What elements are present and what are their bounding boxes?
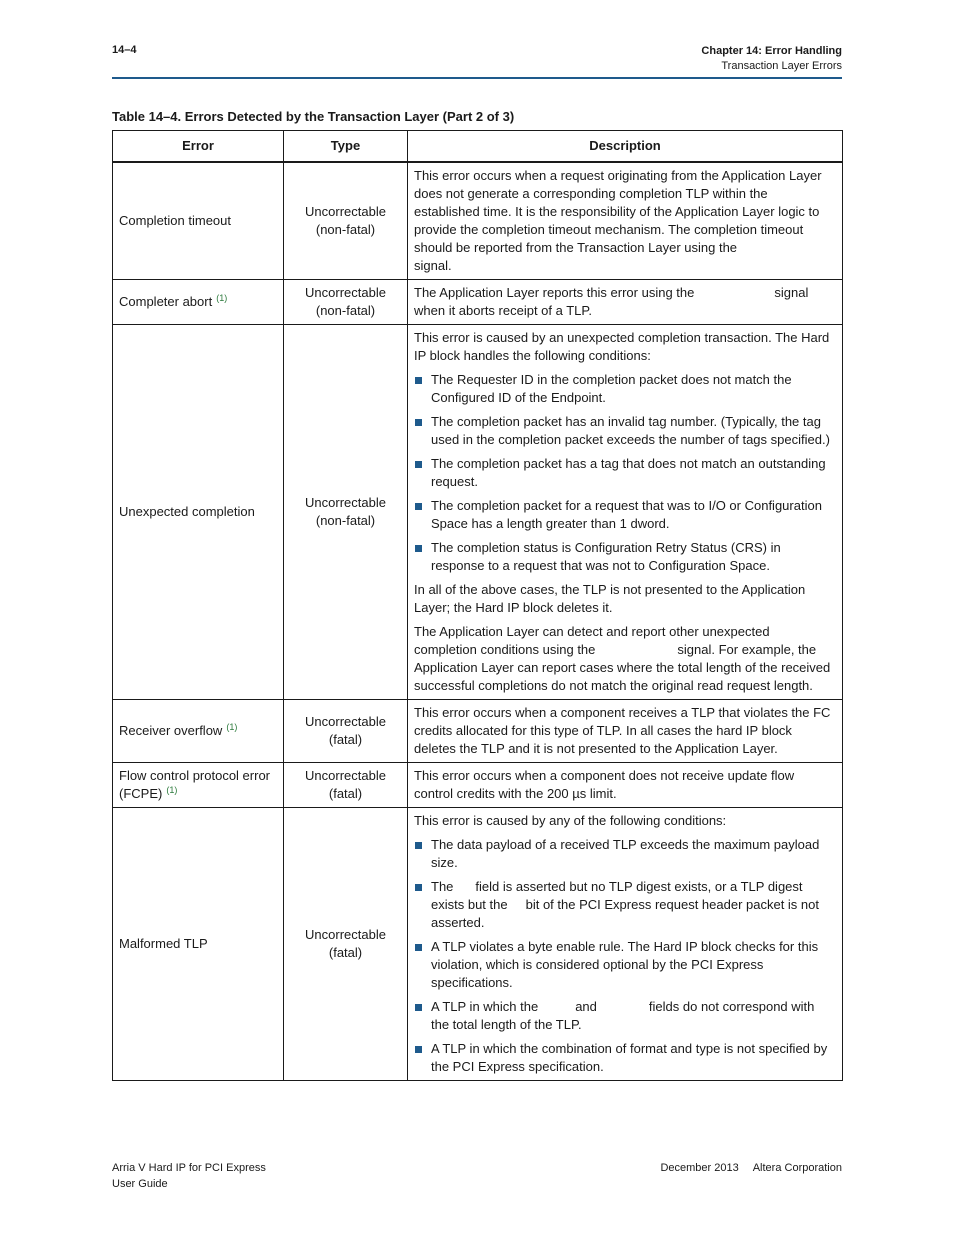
error-name: [113, 162, 284, 280]
description-text: This error occurs when a request originating from the Application Layer does not generate a corresponding completion TLP within the established time. It is the responsibility of the Application Layer logic to provide the completion timeout mechanism. The completion timeout should be reported from the Transaction Layer using the: [414, 168, 822, 255]
type-line: Uncorrectable: [305, 204, 386, 219]
footer-doc-type: User Guide: [112, 1178, 168, 1190]
description-text: The Application Layer can detect and report other unexpected completion conditions using the: [414, 624, 770, 657]
error-description: [408, 763, 843, 808]
table-row: [113, 325, 843, 700]
description-text: signal. For example, the Application Layer can report cases where the total length of the received successful completions do not match the original read request length.: [414, 642, 831, 693]
error-name-text: Unexpected completion: [119, 504, 255, 519]
bullet-square-icon: [415, 419, 422, 426]
list-item-text: A TLP in which the: [431, 999, 539, 1014]
bullet-square-icon: [415, 503, 422, 510]
error-type: [284, 700, 408, 763]
description-intro: This error is caused by an unexpected completion transaction. The Hard IP block handles the following conditions:: [414, 330, 830, 363]
description-text: signal.: [414, 258, 452, 273]
type-line: (fatal): [328, 945, 363, 960]
list-item-text: The completion packet for a request that was to I/O or Configuration Space has a length greater than 1 dword.: [431, 498, 822, 531]
table-row: [113, 162, 843, 280]
error-name-text: Receiver overflow: [119, 723, 223, 738]
column-header-error: Error: [113, 131, 284, 163]
list-item-text: A TLP violates a byte enable rule. The Hard IP block checks for this violation, which is considered optional by the PCI Express specifications.: [431, 939, 819, 990]
list-item: [414, 413, 836, 449]
table-header-row: [113, 131, 843, 163]
footer-left: [112, 1160, 266, 1192]
type-line: Uncorrectable: [305, 495, 386, 510]
error-name-text: Flow control protocol error (FCPE): [119, 768, 270, 801]
description-text: This error occurs when a component does not receive update flow control credits with the 200 µs limit.: [414, 768, 795, 801]
footer-product: Arria V Hard IP for PCI Express: [112, 1162, 266, 1174]
header-rule: [112, 77, 842, 79]
footnote-ref[interactable]: (1): [166, 784, 178, 795]
type-line: (non-fatal): [315, 303, 376, 318]
description-intro: This error is caused by any of the following conditions:: [414, 813, 727, 828]
description-paragraph: In all of the above cases, the TLP is not presented to the Application Layer; the Hard IP block deletes it.: [414, 582, 806, 615]
list-item: [414, 371, 836, 407]
type-line: (non-fatal): [315, 222, 376, 237]
list-item: [414, 836, 836, 872]
list-item-text: A TLP in which the combination of format and type is not specified by the PCI Express specification.: [431, 1041, 828, 1074]
column-header-type: Type: [284, 131, 408, 163]
table-row: [113, 280, 843, 325]
list-item-text: The completion packet has a tag that does not match an outstanding request.: [431, 456, 826, 489]
list-item-text: and: [575, 999, 597, 1014]
description-text: This error occurs when a component receives a TLP that violates the FC credits allocated for this type of TLP. In all cases the hard IP block deletes the TLP and it is not presented to the Application Layer.: [414, 705, 831, 756]
list-item: [414, 497, 836, 533]
bullet-square-icon: [415, 884, 422, 891]
bullet-square-icon: [415, 944, 422, 951]
type-line: Uncorrectable: [305, 714, 386, 729]
list-item-text: The completion status is Configuration Retry Status (CRS) in response to a request that was not to Configuration Space.: [431, 540, 781, 573]
list-item-text: bit of the PCI Express request header packet is not asserted.: [431, 897, 819, 930]
footnote-ref[interactable]: (1): [226, 721, 238, 732]
error-name: [113, 763, 284, 808]
error-type: [284, 325, 408, 700]
footer-company: Altera Corporation: [752, 1162, 842, 1174]
type-line: Uncorrectable: [305, 768, 386, 783]
type-line: (non-fatal): [315, 513, 376, 528]
error-name-text: Completion timeout: [119, 213, 231, 228]
footnote-ref[interactable]: (1): [216, 292, 228, 303]
list-item-text: The Requester ID in the completion packet does not match the Configured ID of the Endpoint.: [431, 372, 792, 405]
table-row: [113, 808, 843, 1081]
error-type: [284, 808, 408, 1081]
bullet-square-icon: [415, 377, 422, 384]
error-type: [284, 280, 408, 325]
error-name: [113, 700, 284, 763]
chapter-title: Chapter 14: Error Handling: [701, 45, 842, 57]
list-item-text: fields do not correspond with the total length of the TLP.: [431, 999, 815, 1032]
error-description: [408, 280, 843, 325]
error-name-text: Malformed TLP: [119, 936, 208, 951]
list-item: [414, 539, 836, 575]
page-number: 14–4: [112, 44, 137, 56]
bullet-square-icon: [415, 842, 422, 849]
list-item-text: field is asserted but no TLP digest exists, or a TLP digest exists but the: [431, 879, 803, 912]
error-type: [284, 162, 408, 280]
table-row: [113, 763, 843, 808]
footer-date: December 2013: [660, 1162, 739, 1174]
list-item: [414, 1040, 836, 1076]
bullet-square-icon: [415, 461, 422, 468]
condition-list: [414, 836, 836, 1076]
error-name: [113, 280, 284, 325]
bullet-square-icon: [415, 1046, 422, 1053]
running-header: [701, 44, 842, 74]
list-item: [414, 878, 836, 932]
table-row: [113, 700, 843, 763]
table-caption: Table 14–4. Errors Detected by the Transaction Layer (Part 2 of 3): [112, 109, 515, 124]
type-line: (fatal): [328, 786, 363, 801]
list-item: [414, 938, 836, 992]
error-description: [408, 325, 843, 700]
list-item: [414, 998, 836, 1034]
bullet-square-icon: [415, 545, 422, 552]
error-name-text: Completer abort: [119, 294, 213, 309]
condition-list: [414, 371, 836, 575]
footer-right: [660, 1160, 842, 1176]
list-item-text: The completion packet has an invalid tag number. (Typically, the tag used in the completion packet exceeds the number of tags specified.): [431, 414, 830, 447]
error-name: [113, 808, 284, 1081]
error-description: [408, 162, 843, 280]
description-text: The Application Layer reports this error using the: [414, 285, 695, 300]
error-name: [113, 325, 284, 700]
errors-table: [112, 130, 843, 1081]
description-text: signal when it aborts receipt of a TLP.: [414, 285, 809, 318]
type-line: (fatal): [328, 732, 363, 747]
error-description: [408, 700, 843, 763]
list-item-text: The data payload of a received TLP exceeds the maximum payload size.: [431, 837, 820, 870]
list-item-text: The: [431, 879, 454, 894]
list-item: [414, 455, 836, 491]
bullet-square-icon: [415, 1004, 422, 1011]
column-header-description: Description: [408, 131, 843, 163]
type-line: Uncorrectable: [305, 927, 386, 942]
section-title: Transaction Layer Errors: [721, 60, 842, 72]
error-type: [284, 763, 408, 808]
type-line: Uncorrectable: [305, 285, 386, 300]
error-description: [408, 808, 843, 1081]
